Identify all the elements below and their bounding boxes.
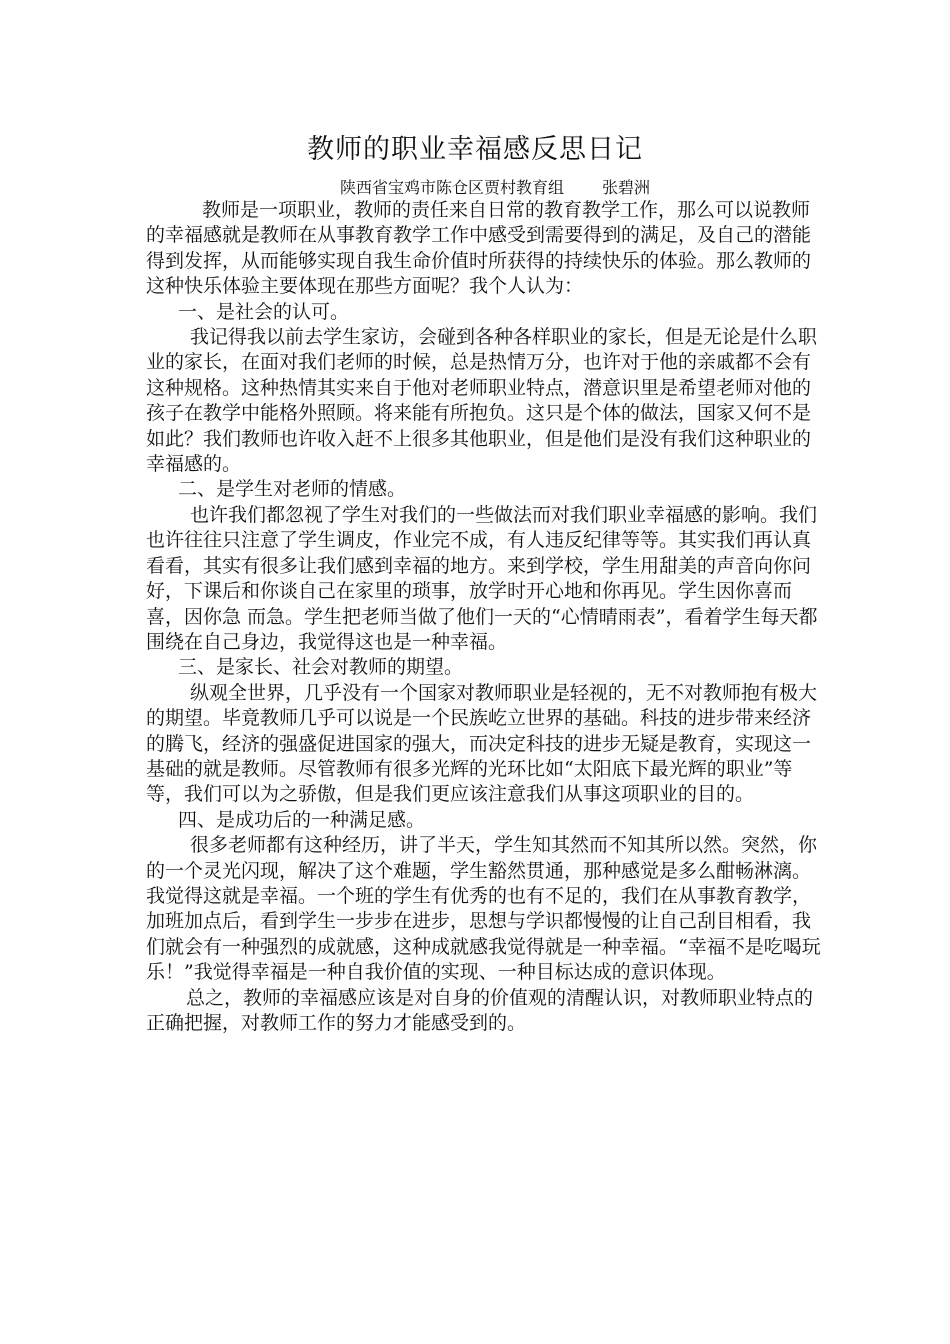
section-heading-4: 四、是成功后的一种满足感。 [178, 808, 426, 831]
section-paragraph-4: 很多老师都有这种经历，讲了半天，学生知其然而不知其所以然。突然，你的一个灵光闪现，解决了这个难题，学生豁然贯通，那种感觉是多么酣畅淋漓。我觉得这就是幸福。一个班的学生有优秀的也有不足的，我们在从事教育教学，加班加点后，看到学生一步步在进步，思想与学识都慢慢的让自己刮目相看，我们就会有一种强烈的成就感，这种成就感我觉得就是一种幸福。“幸福不是吃喝玩乐！”我觉得幸福是一种自我价值的实现、一种目标达成的意识体现。 [146, 834, 821, 984]
section-paragraph-3: 纵观全世界，几乎没有一个国家对教师职业是轻视的，无不对教师抱有极大的期望。毕竟教师几乎可以说是一个民族屹立世界的基础。科技的进步带来经济的腾飞，经济的强盛促进国家的强大，而决定科技的进步无疑是教育，实现这一基础的就是教师。尽管教师有很多光辉的光环比如“太阳底下最光辉的职业”等等，我们可以为之骄傲，但是我们更应该注意我们从事这项职业的目的。 [146, 681, 818, 806]
author-organization: 陕西省宝鸡市陈仓区贾村教育组 [339, 178, 564, 197]
intro-paragraph: 教师是一项职业，教师的责任来自日常的教育教学工作，那么可以说教师的幸福感就是教师在从事教育教学工作中感受到需要得到的满足，及自己的潜能得到发挥，从而能够实现自我生命价值时所获得的持续快乐的体验。那么教师的这种快乐体验主要体现在那些方面呢？我个人认为： [146, 199, 812, 298]
section-paragraph-2: 也许我们都忽视了学生对我们的一些做法而对我们职业幸福感的影响。我们也许往往只注意了学生调皮，作业完不成，有人违反纪律等等。其实我们再认真看看，其实有很多让我们感到幸福的地方。来到学校，学生用甜美的声音向你问好，下课后和你谈自己在家里的琐事，放学时开心地和你再见。学生因你喜而喜，因你急 而急。学生把老师当做了他们一天的“心情晴雨表”，看着学生每天都围绕在自己身边，我觉得这也是一种幸福。 [146, 503, 818, 653]
section-heading-3: 三、是家长、社会对教师的期望。 [178, 656, 464, 679]
section-paragraph-1: 我记得我以前去学生家访，会碰到各种各样职业的家长，但是无论是什么职业的家长，在面对我们老师的时候，总是热情万分，也许对于他的亲戚都不会有这种规格。这种热情其实来自于他对老师职业特点，潜意识里是希望老师对他的孩子在教学中能格外照顾。将来能有所抱负。这只是个体的做法，国家又何不是如此？我们教师也许收入赶不上很多其他职业，但是他们是没有我们这种职业的幸福感的。 [146, 326, 818, 476]
author-byline [0, 178, 950, 198]
author-name: 张碧洲 [602, 178, 651, 197]
document-body [146, 198, 826, 1036]
conclusion-paragraph: 总之，教师的幸福感应该是对自身的价值观的清醒认识，对教师职业特点的正确把握，对教师工作的努力才能感受到的。 [146, 986, 814, 1034]
section-heading-1: 一、是社会的认可。 [178, 300, 350, 323]
section-heading-2: 二、是学生对老师的情感。 [178, 478, 407, 501]
document-title: 教师的职业幸福感反思日记 [307, 134, 643, 165]
